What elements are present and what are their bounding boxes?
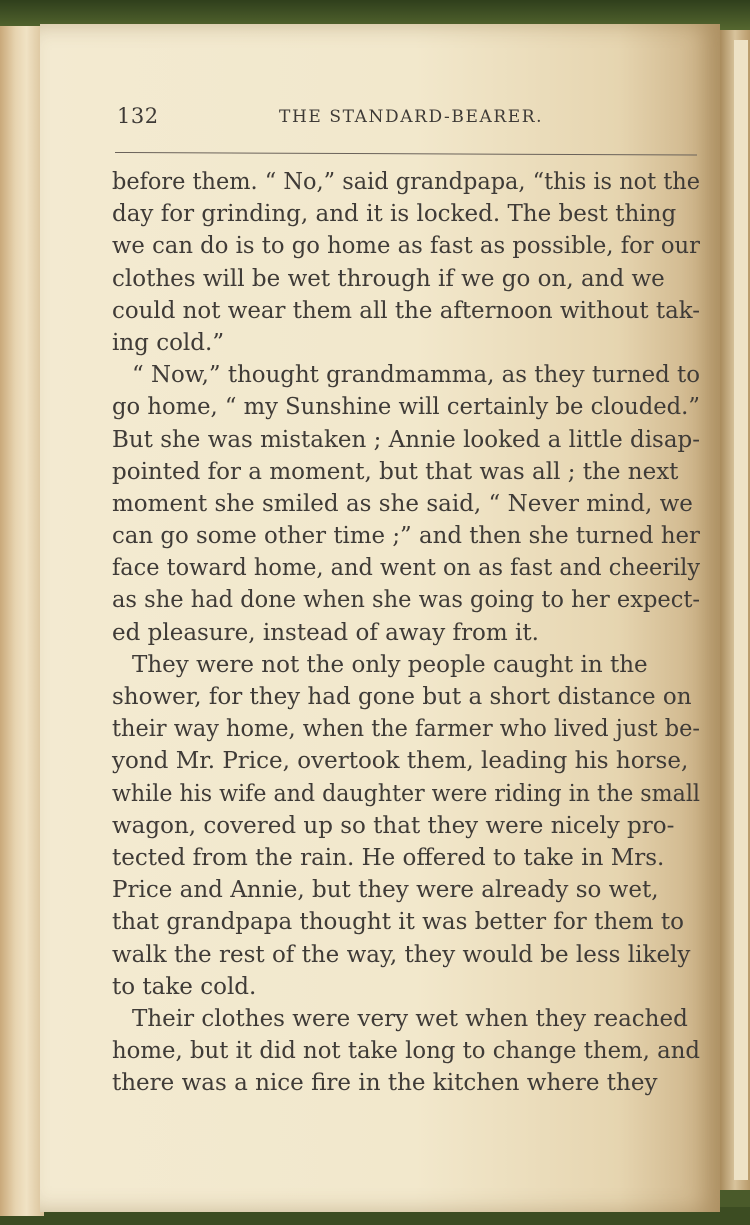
text-line: They were not the only people caught in the (132, 651, 648, 678)
text-line: that grandpapa thought it was better for them to (112, 909, 684, 936)
text-line: walk the rest of the way, they would be less likely (112, 941, 691, 968)
text-line: clothes will be wet through if we go on, and we (112, 265, 665, 292)
text-line: could not wear them all the afternoon without tak- (112, 297, 701, 324)
book-page-edges (0, 26, 44, 1216)
page-number: 132 (117, 104, 159, 128)
text-line: home, but it did not take long to change them, and (112, 1038, 700, 1065)
text-line: Price and Annie, but they were already so wet, (112, 877, 659, 904)
book-cover-inner (734, 40, 748, 1180)
text-line: while his wife and daughter were riding in the small (112, 780, 700, 807)
text-line: to take cold. (112, 973, 257, 1000)
text-line: day for grinding, and it is locked. The best thing (112, 201, 677, 228)
text-line: wagon, covered up so that they were nicely pro- (112, 812, 675, 839)
running-head: THE STANDARD-BEARER. (279, 107, 544, 127)
text-line: ed pleasure, instead of away from it. (112, 619, 539, 646)
text-line: face toward home, and went on as fast and cheerily (112, 555, 701, 582)
text-line: moment she smiled as she said, “ Never mind, we (112, 490, 693, 517)
text-line: But she was mistaken ; Annie looked a little disap- (112, 426, 701, 453)
text-line: yond Mr. Price, overtook them, leading his horse, (112, 748, 689, 775)
text-line: shower, for they had gone but a short distance on (112, 684, 692, 710)
text-line: ing cold.” (112, 329, 225, 356)
page-header (117, 104, 557, 136)
text-line: go home, “ my Sunshine will certainly be clouded.” (112, 394, 700, 421)
text-line: there was a nice fire in the kitchen where they (112, 1070, 658, 1097)
text-line: before them. “ No,” said grandpapa, “this is not the (112, 169, 701, 195)
text-line: pointed for a moment, but that was all ; the next (112, 458, 679, 485)
text-line: we can do is to go home as fast as possible, for our (112, 233, 701, 260)
text-line: their way home, when the farmer who lived just be- (112, 716, 700, 743)
text-line: Their clothes were very wet when they reached (132, 1005, 688, 1032)
text-line: tected from the rain. He offered to take in Mrs. (112, 844, 665, 871)
text-line: “ Now,” thought grandmamma, as they turned to (132, 362, 701, 389)
text-line: as she had done when she was going to her expect- (112, 587, 701, 614)
text-line: can go some other time ;” and then she turned her (112, 523, 700, 550)
body-text (112, 166, 702, 1099)
